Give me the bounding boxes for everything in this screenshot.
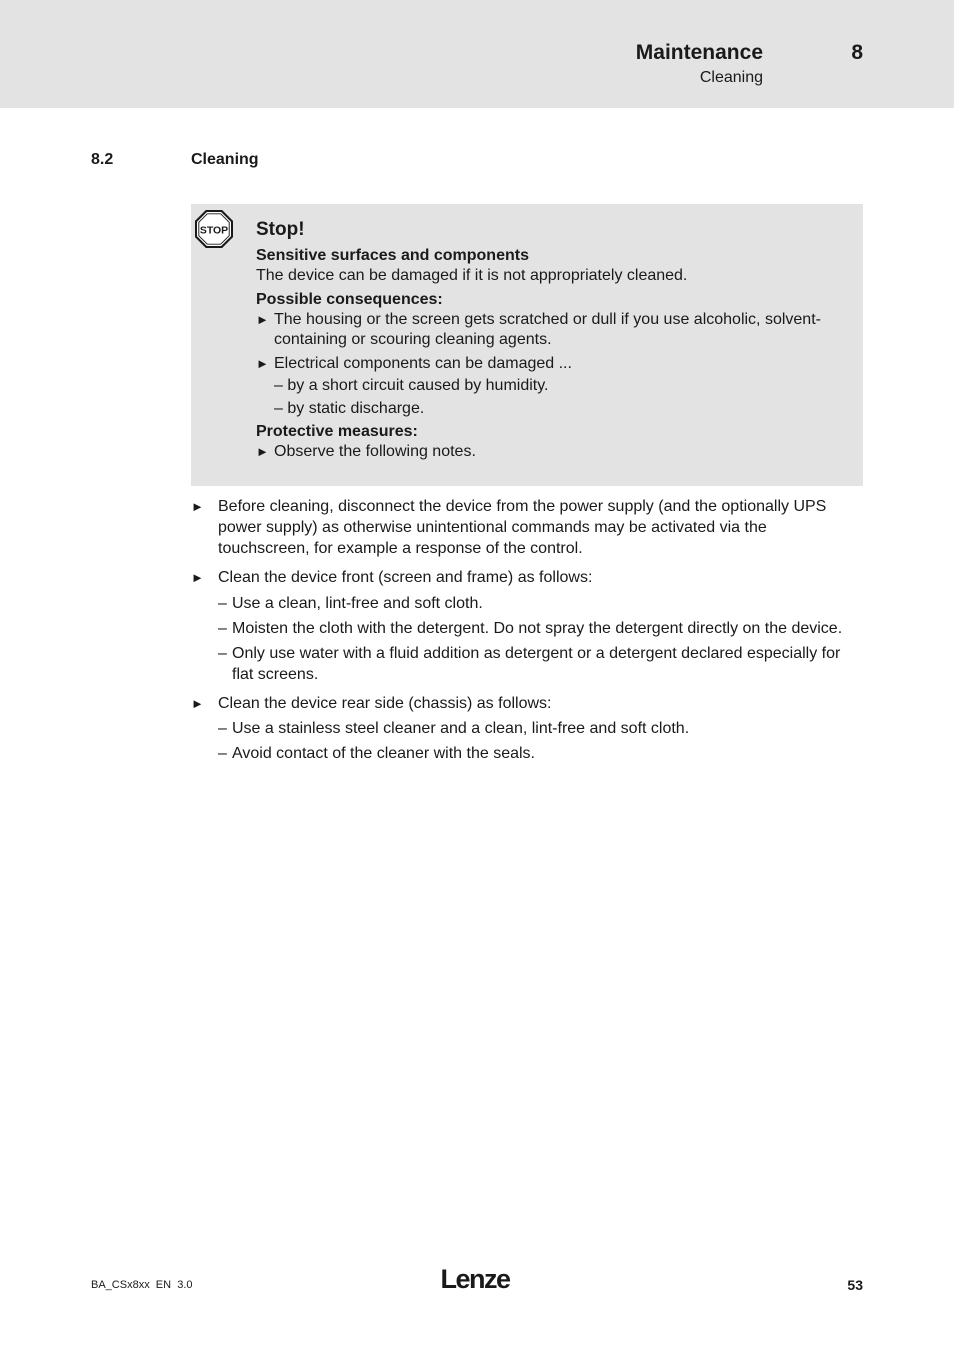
- instruction-group: [191, 496, 856, 559]
- page-number: 53: [847, 1277, 863, 1293]
- instruction-step: [191, 618, 856, 639]
- instruction-text: Before cleaning, disconnect the device from the power supply (and the optionally UPS power supply) as otherwise unintentional commands may be activated via the touchscreen, for example a response of the control.: [218, 498, 827, 557]
- page-header: [0, 0, 954, 108]
- instruction-group: [191, 693, 856, 764]
- bullet-arrow-icon: ►: [256, 312, 269, 327]
- stop-heading: Stop!: [256, 219, 305, 240]
- instruction-list: [191, 496, 856, 772]
- header-subtitle: Cleaning: [699, 69, 763, 86]
- consequence-subitem: – by a short circuit caused by humidity.: [274, 377, 549, 394]
- consequence-text: The housing or the screen gets scratched or dull if you use alcoholic, solvent-containing or scouring cleaning agents.: [274, 311, 821, 348]
- dash-glyph: –: [218, 745, 227, 762]
- stop-warning-box: [191, 204, 863, 486]
- step-text: Only use water with a fluid addition as detergent or a detergent declared especially for flat screens.: [232, 645, 841, 683]
- stop-subheading: Sensitive surfaces and components: [256, 247, 529, 264]
- dash-glyph: –: [218, 720, 227, 737]
- header-title: Maintenance: [635, 41, 763, 64]
- instruction-item: [191, 693, 856, 714]
- instruction-text: Clean the device front (screen and frame) as follows:: [218, 569, 593, 586]
- dash-glyph: –: [218, 595, 227, 612]
- measures-label: Protective measures:: [256, 423, 418, 440]
- instruction-item: [191, 567, 856, 588]
- instruction-step: [191, 743, 856, 764]
- consequence-item: [256, 310, 846, 350]
- bullet-arrow-icon: ►: [256, 444, 269, 459]
- step-text: Moisten the cloth with the detergent. Do not spray the detergent directly on the device.: [232, 620, 843, 637]
- consequence-item: [256, 354, 846, 374]
- measure-text: Observe the following notes.: [274, 443, 476, 460]
- bullet-arrow-icon: ►: [256, 356, 269, 371]
- logo-text: Lenze: [440, 1264, 510, 1294]
- stop-description: The device can be damaged if it is not appropriately cleaned.: [256, 267, 688, 284]
- consequence-text: Electrical components can be damaged ...: [274, 355, 572, 372]
- instruction-step: [191, 643, 856, 685]
- measure-item: [256, 442, 846, 462]
- instruction-step: [191, 718, 856, 739]
- instruction-item: [191, 496, 856, 559]
- section-title: Cleaning: [191, 151, 259, 168]
- chapter-number: 8: [851, 41, 863, 64]
- document-id: BA_CSx8xx EN 3.0: [91, 1279, 193, 1291]
- dash-glyph: –: [218, 645, 227, 662]
- section-number: 8.2: [91, 151, 114, 168]
- instruction-text: Clean the device rear side (chassis) as follows:: [218, 695, 552, 712]
- bullet-arrow-icon: ►: [191, 499, 204, 514]
- step-text: Use a stainless steel cleaner and a clean, lint-free and soft cloth.: [232, 720, 690, 737]
- instruction-step: [191, 593, 856, 614]
- bullet-arrow-icon: ►: [191, 570, 204, 585]
- step-text: Avoid contact of the cleaner with the seals.: [232, 745, 535, 762]
- lenze-logo: [435, 1262, 515, 1296]
- dash-glyph: –: [218, 620, 227, 637]
- step-text: Use a clean, lint-free and soft cloth.: [232, 595, 483, 612]
- consequence-subitem: – by static discharge.: [274, 400, 425, 417]
- consequences-label: Possible consequences:: [256, 291, 443, 308]
- bullet-arrow-icon: ►: [191, 696, 204, 711]
- stop-icon-label: STOP: [199, 225, 229, 237]
- instruction-group: [191, 567, 856, 685]
- stop-sign-icon: [195, 210, 233, 248]
